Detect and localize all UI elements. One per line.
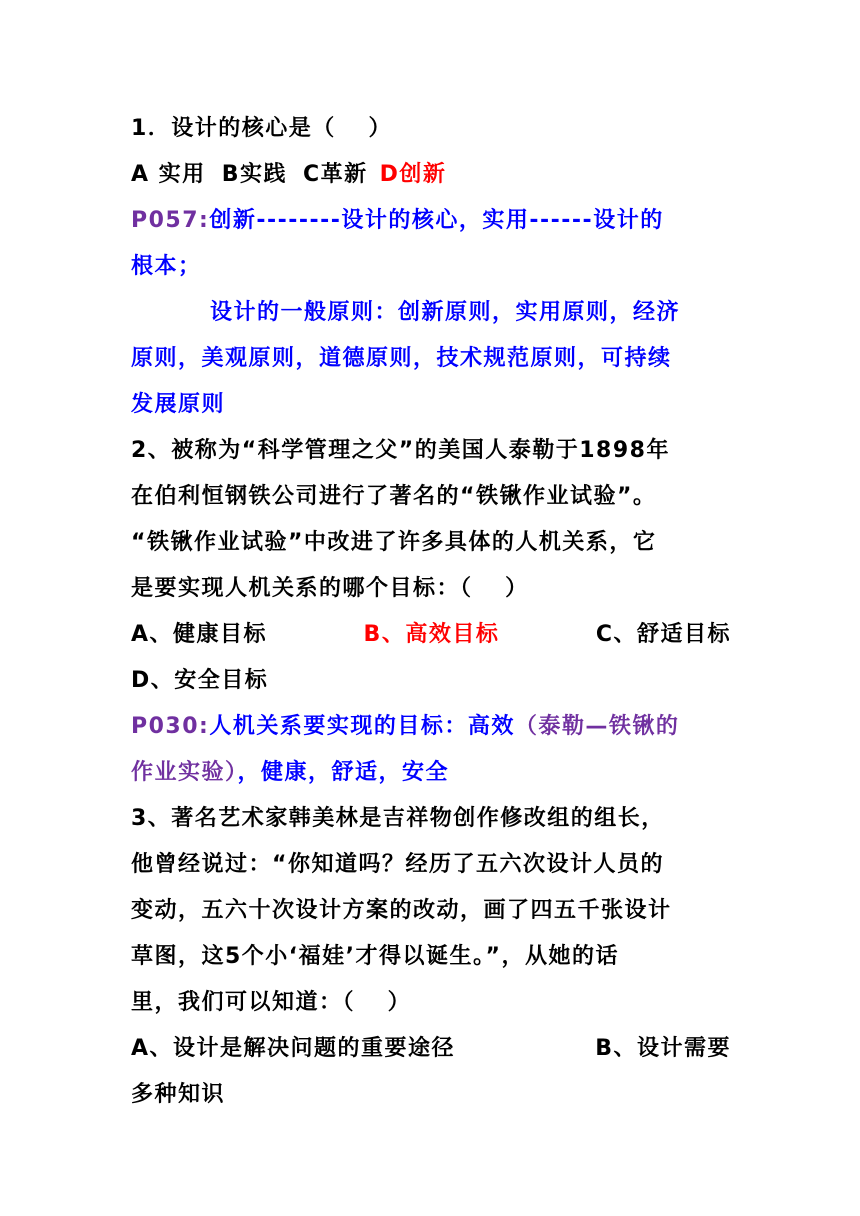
q2-option-a: A、健康目标 <box>131 622 268 647</box>
q1-note-line-2: 根本； <box>131 254 202 279</box>
q3-stem-line-3: 变动，五六十次设计方案的改动，画了四五千张设计 <box>131 898 672 923</box>
q1-note-line-1 <box>131 198 731 244</box>
q3-option-b: B、设计需要 <box>595 1036 731 1061</box>
q3-option-a: A、设计是解决问题的重要途径 <box>131 1036 456 1061</box>
q2-option-b-answer: B、高效目标 <box>363 622 500 647</box>
q2-note-text-2: （泰勒—铁锹的 <box>514 714 680 739</box>
q3-stem-line-2: 他曾经说过：“你知道吗？经历了五六次设计人员的 <box>131 852 664 877</box>
q1-option-c: C革新 <box>302 162 368 187</box>
q1-note-line-5: 发展原则 <box>131 392 226 417</box>
q1-stem: 1．设计的核心是（ ） <box>131 116 392 141</box>
q3-stem-line-1: 3、著名艺术家韩美林是吉祥物创作修改组的组长， <box>131 806 665 831</box>
q2-stem-line-4: 是要实现人机关系的哪个目标：（ ） <box>131 576 529 601</box>
q3-options <box>131 1026 731 1072</box>
q1-option-a: A 实用 <box>131 162 206 187</box>
q1-option-b: B实践 <box>221 162 287 187</box>
q2-stem-line-2: 在伯利恒钢铁公司进行了著名的“铁锹作业试验”。 <box>131 484 657 509</box>
q1-note-line-3: 设计的一般原则：创新原则，实用原则，经济 <box>210 300 681 325</box>
q2-stem-line-1: 2、被称为“科学管理之父”的美国人泰勒于1898年 <box>131 438 670 463</box>
q1-options <box>131 152 731 198</box>
q2-note-text-4: ，健康，舒适，安全 <box>237 760 450 785</box>
q2-note-line-2 <box>131 750 731 796</box>
q3-stem-line-4: 草图，这5个小‘福娃’才得以诞生。”，从她的话 <box>131 944 619 969</box>
q2-note-text-1: 人机关系要实现的目标：高效 <box>209 714 515 739</box>
q2-option-d: D、安全目标 <box>131 668 269 693</box>
q3-option-b-continued: 多种知识 <box>131 1082 226 1107</box>
q1-note-line-4: 原则，美观原则，道德原则，技术规范原则，可持续 <box>131 346 672 371</box>
q2-stem-line-3: “铁锹作业试验”中改进了许多具体的人机关系，它 <box>131 530 657 555</box>
q2-note-page-ref: P030: <box>131 714 210 739</box>
q2-note-line-1 <box>131 704 731 750</box>
q2-option-c: C、舒适目标 <box>595 622 731 647</box>
q1-option-d-answer: D创新 <box>379 162 447 187</box>
q1-note-page-ref: P057: <box>131 208 210 233</box>
q2-note-text-3: 作业实验） <box>131 760 238 785</box>
q1-note-text-1: 创新--------设计的核心，实用------设计的 <box>209 208 664 233</box>
q3-stem-line-5: 里，我们可以知道：（ ） <box>131 990 412 1015</box>
document-page <box>131 106 731 1118</box>
q2-options <box>131 612 731 658</box>
